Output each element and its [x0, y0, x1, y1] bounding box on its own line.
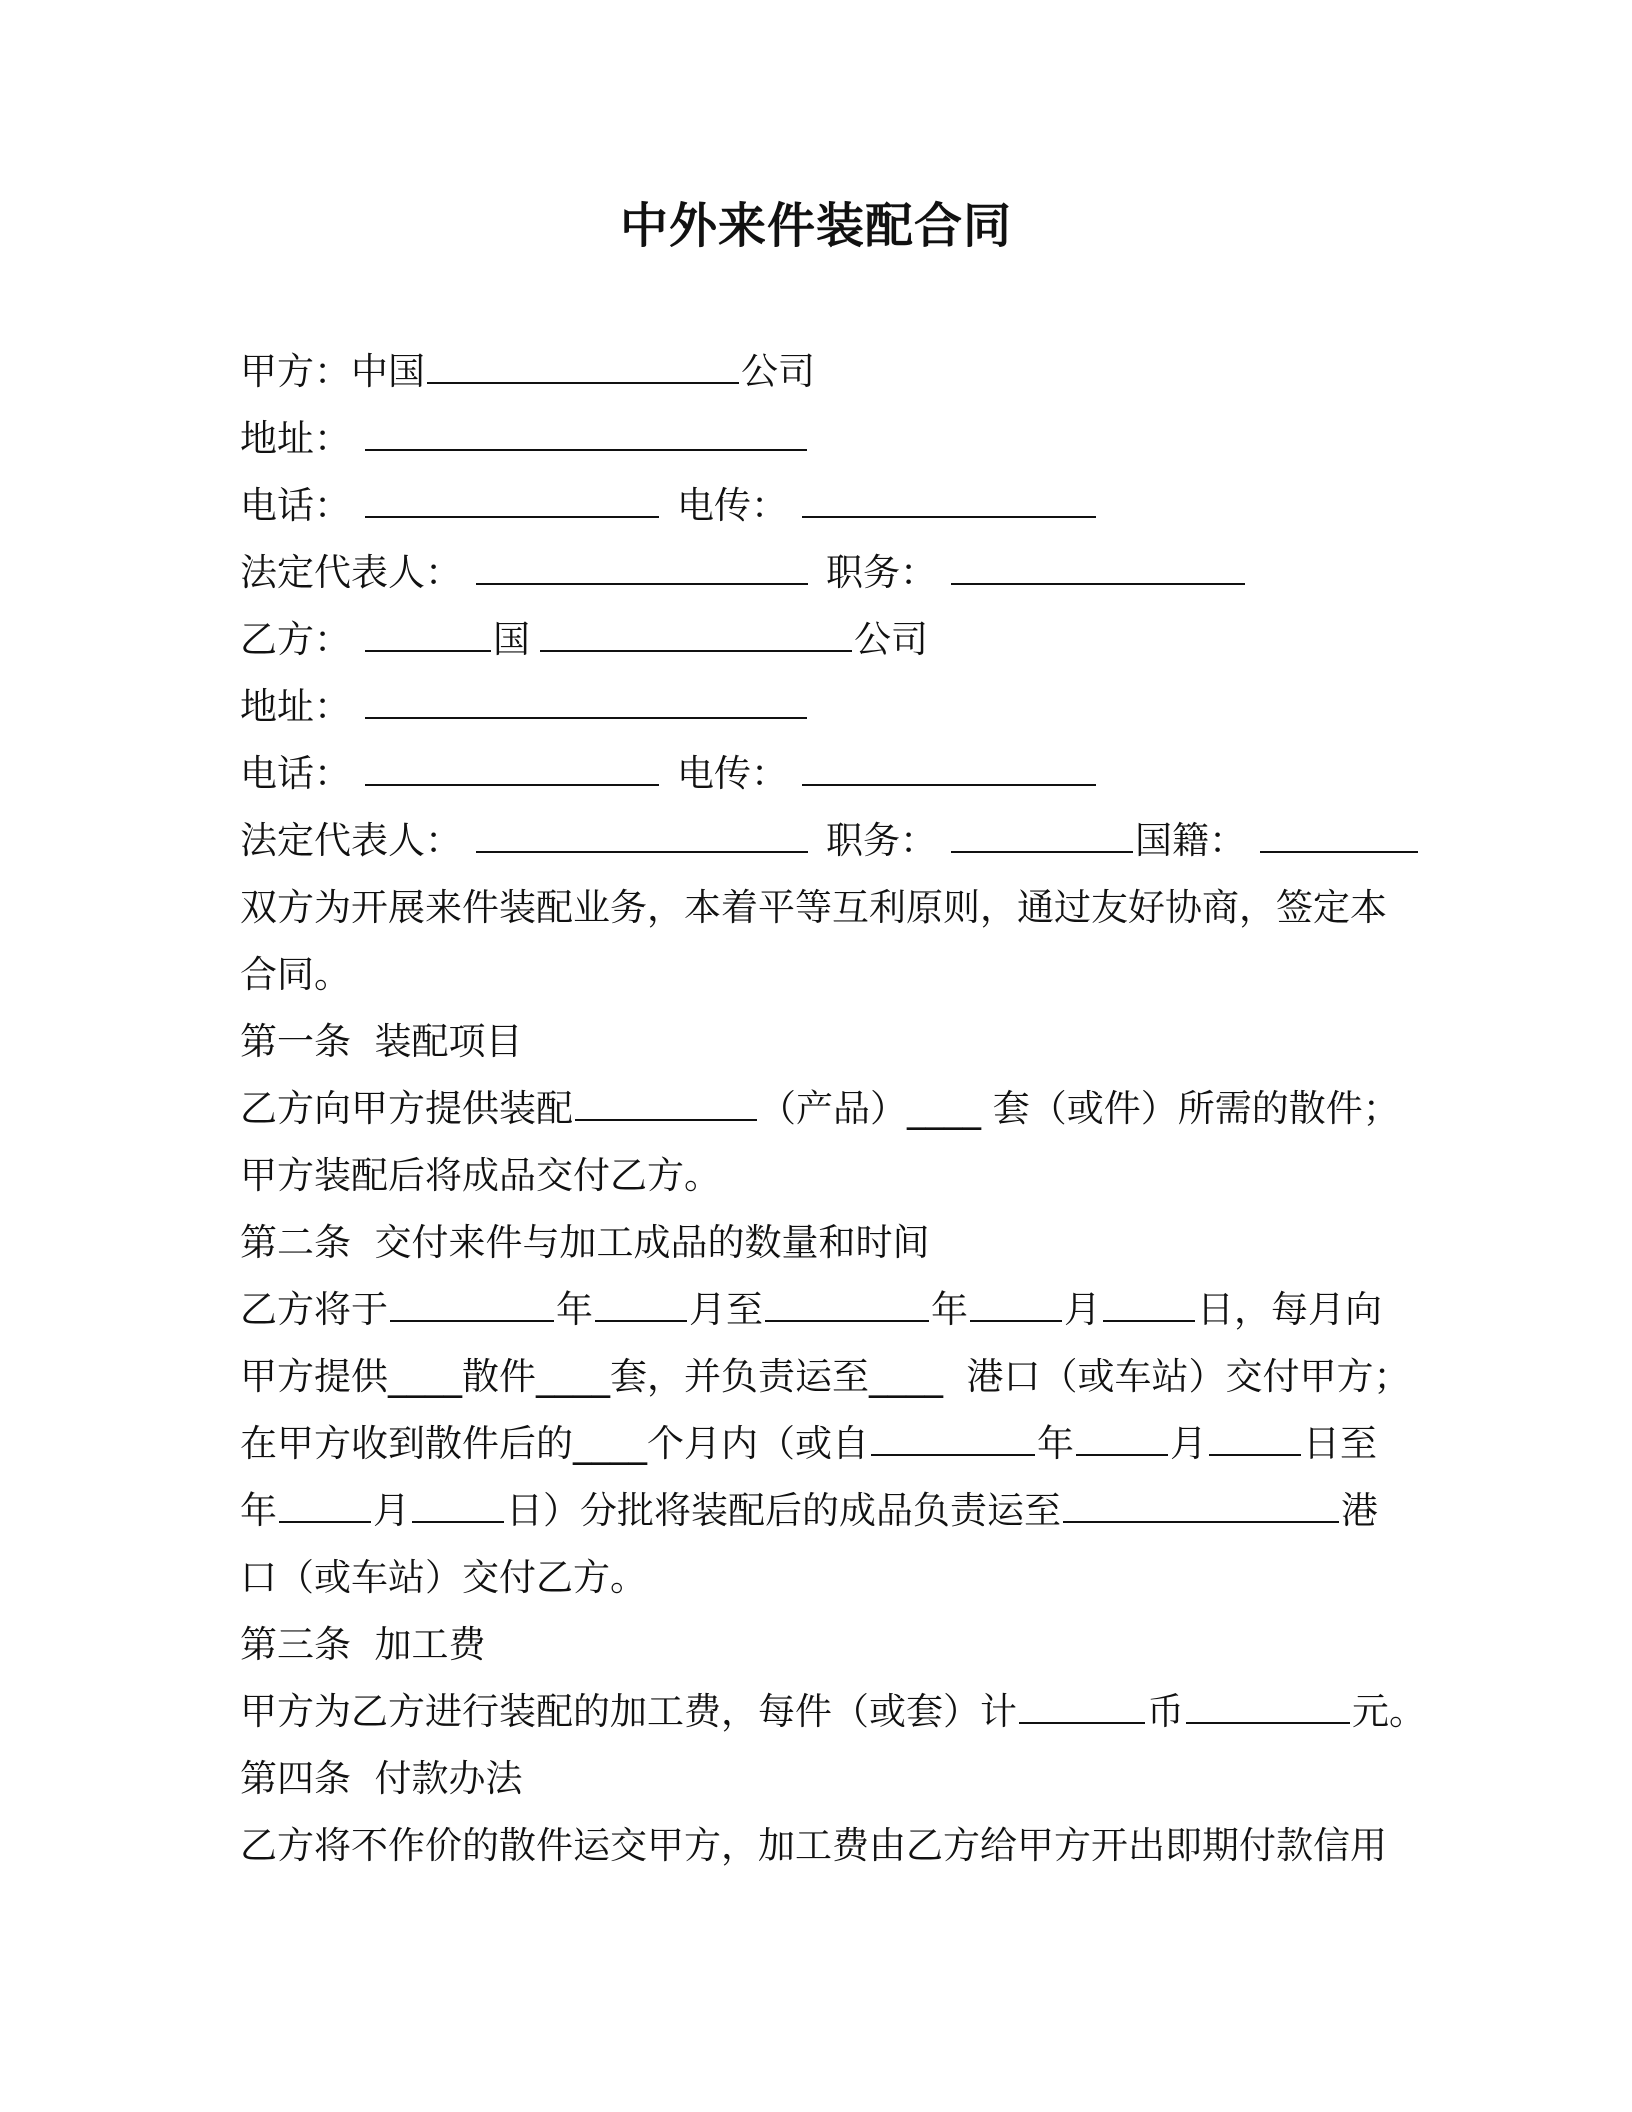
batch-day-blank: [1209, 1410, 1301, 1456]
party-a-rep-blank: [476, 539, 808, 585]
year-text: 年: [556, 1288, 593, 1331]
month-to-text: 月至: [689, 1288, 763, 1331]
party-b-position-blank: [951, 807, 1133, 853]
document-title: 中外来件装配合同: [619, 198, 1012, 254]
end-year-blank: [765, 1276, 929, 1322]
party-b-address-line: [240, 673, 1380, 740]
batch-end-day-blank: [412, 1477, 504, 1523]
party-a-address-blank: [365, 405, 807, 451]
article-2-line-2: 甲方提供____散件____套，并负责运至____ 港口（或车站）交付甲方；: [240, 1355, 1411, 1398]
article-3-text-c: 元。: [1352, 1690, 1426, 1733]
article-1-text-b: （产品）: [759, 1087, 907, 1130]
party-a-contact-line: [240, 472, 1380, 539]
article-2-text-g: 日）分批将装配后的成品负责运至: [506, 1489, 1061, 1532]
party-b-nationality-label: 国籍：: [1135, 819, 1246, 862]
batch-month-blank: [1076, 1410, 1168, 1456]
party-a-name-blank: [427, 338, 739, 384]
party-b-fax-blank: [802, 740, 1096, 786]
article-2-text-d: 日至: [1303, 1422, 1377, 1465]
article-3-text-b: 币: [1147, 1690, 1184, 1733]
article-1-text-a: 乙方向甲方提供装配: [240, 1087, 573, 1130]
article-2-text-b: 日，每月向: [1197, 1288, 1382, 1331]
party-a-rep-label: 法定代表人：: [240, 551, 462, 594]
amount-blank: [1186, 1678, 1350, 1724]
party-b-line: [240, 606, 1380, 673]
party-b-name-blank: [540, 606, 852, 652]
party-a-fax-blank: [802, 472, 1096, 518]
contract-body: [240, 338, 1426, 1879]
party-a-address-label: 地址：: [240, 417, 351, 460]
party-b-rep-blank: [476, 807, 808, 853]
batch-end-month-blank: [279, 1477, 371, 1523]
party-a-country: 中国: [351, 350, 425, 393]
article-1-text-d: 套（或件）所需的散件；: [992, 1087, 1400, 1130]
party-a-rep-line: [240, 539, 1380, 606]
start-month-blank: [595, 1276, 687, 1322]
article-2-text-c: 在甲方收到散件后的____个月内（或自: [240, 1422, 869, 1465]
article-3-heading: 第三条 加工费: [240, 1623, 486, 1666]
party-b-country-blank: [365, 606, 491, 652]
party-a-address-line: [240, 405, 1380, 472]
article-4-line-1: 乙方将不作价的散件运交甲方，加工费由乙方给甲方开出即期付款信用: [240, 1824, 1387, 1867]
article-2-line-1: [240, 1276, 1380, 1343]
preamble-line-2: 合同。: [240, 953, 351, 996]
article-2-text-h: 港: [1341, 1489, 1378, 1532]
party-b-fax-label: 电传：: [677, 752, 788, 795]
article-2-line-3: [240, 1410, 1380, 1477]
party-a-company: 公司: [741, 350, 815, 393]
party-b-position-label: 职务：: [826, 819, 937, 862]
year-text-3: 年: [1037, 1422, 1074, 1465]
end-month-blank: [970, 1276, 1062, 1322]
article-1-text-c: ____: [907, 1087, 993, 1130]
party-a-position-label: 职务：: [826, 551, 937, 594]
article-2-text-f: 月: [373, 1489, 410, 1532]
article-3-line-1: [240, 1678, 1426, 1745]
party-b-label: 乙方：: [240, 618, 351, 661]
party-a-position-blank: [951, 539, 1245, 585]
party-b-nationality-blank: [1260, 807, 1418, 853]
party-b-address-label: 地址：: [240, 685, 351, 728]
party-b-phone-blank: [365, 740, 659, 786]
article-2-heading: 第二条 交付来件与加工成品的数量和时间: [240, 1221, 930, 1264]
party-b-address-blank: [365, 673, 807, 719]
currency-blank: [1019, 1678, 1145, 1724]
party-b-phone-label: 电话：: [240, 752, 351, 795]
party-b-rep-label: 法定代表人：: [240, 819, 462, 862]
article-2-text-a: 乙方将于: [240, 1288, 388, 1331]
article-4-heading: 第四条 付款办法: [240, 1757, 523, 1800]
article-2-text-e: 年: [240, 1489, 277, 1532]
party-b-contact-line: [240, 740, 1380, 807]
party-b-company: 公司: [854, 618, 928, 661]
product-blank: [575, 1075, 757, 1121]
party-a-line: [240, 338, 1380, 405]
start-year-blank: [390, 1276, 554, 1322]
month-text-2: 月: [1170, 1422, 1207, 1465]
party-b-rep-line: [240, 807, 1380, 874]
article-3-text-a: 甲方为乙方进行装配的加工费，每件（或套）计: [240, 1690, 1017, 1733]
article-2-line-5: 口（或车站）交付乙方。: [240, 1556, 647, 1599]
article-2-line-4: [240, 1477, 1380, 1544]
party-a-phone-label: 电话：: [240, 484, 351, 527]
end-day-blank: [1103, 1276, 1195, 1322]
article-1-heading: 第一条 装配项目: [240, 1020, 523, 1063]
port-blank: [1063, 1477, 1339, 1523]
party-a-fax-label: 电传：: [677, 484, 788, 527]
month-text: 月: [1064, 1288, 1101, 1331]
party-a-phone-blank: [365, 472, 659, 518]
preamble-line-1: 双方为开展来件装配业务，本着平等互利原则，通过友好协商，签定本: [240, 886, 1387, 929]
article-1-line-2: 甲方装配后将成品交付乙方。: [240, 1154, 721, 1197]
batch-year-blank: [871, 1410, 1035, 1456]
article-1-line-1: [240, 1075, 1400, 1142]
party-a-label: 甲方：: [240, 350, 351, 393]
year-text-2: 年: [931, 1288, 968, 1331]
party-b-country: 国: [493, 618, 530, 661]
